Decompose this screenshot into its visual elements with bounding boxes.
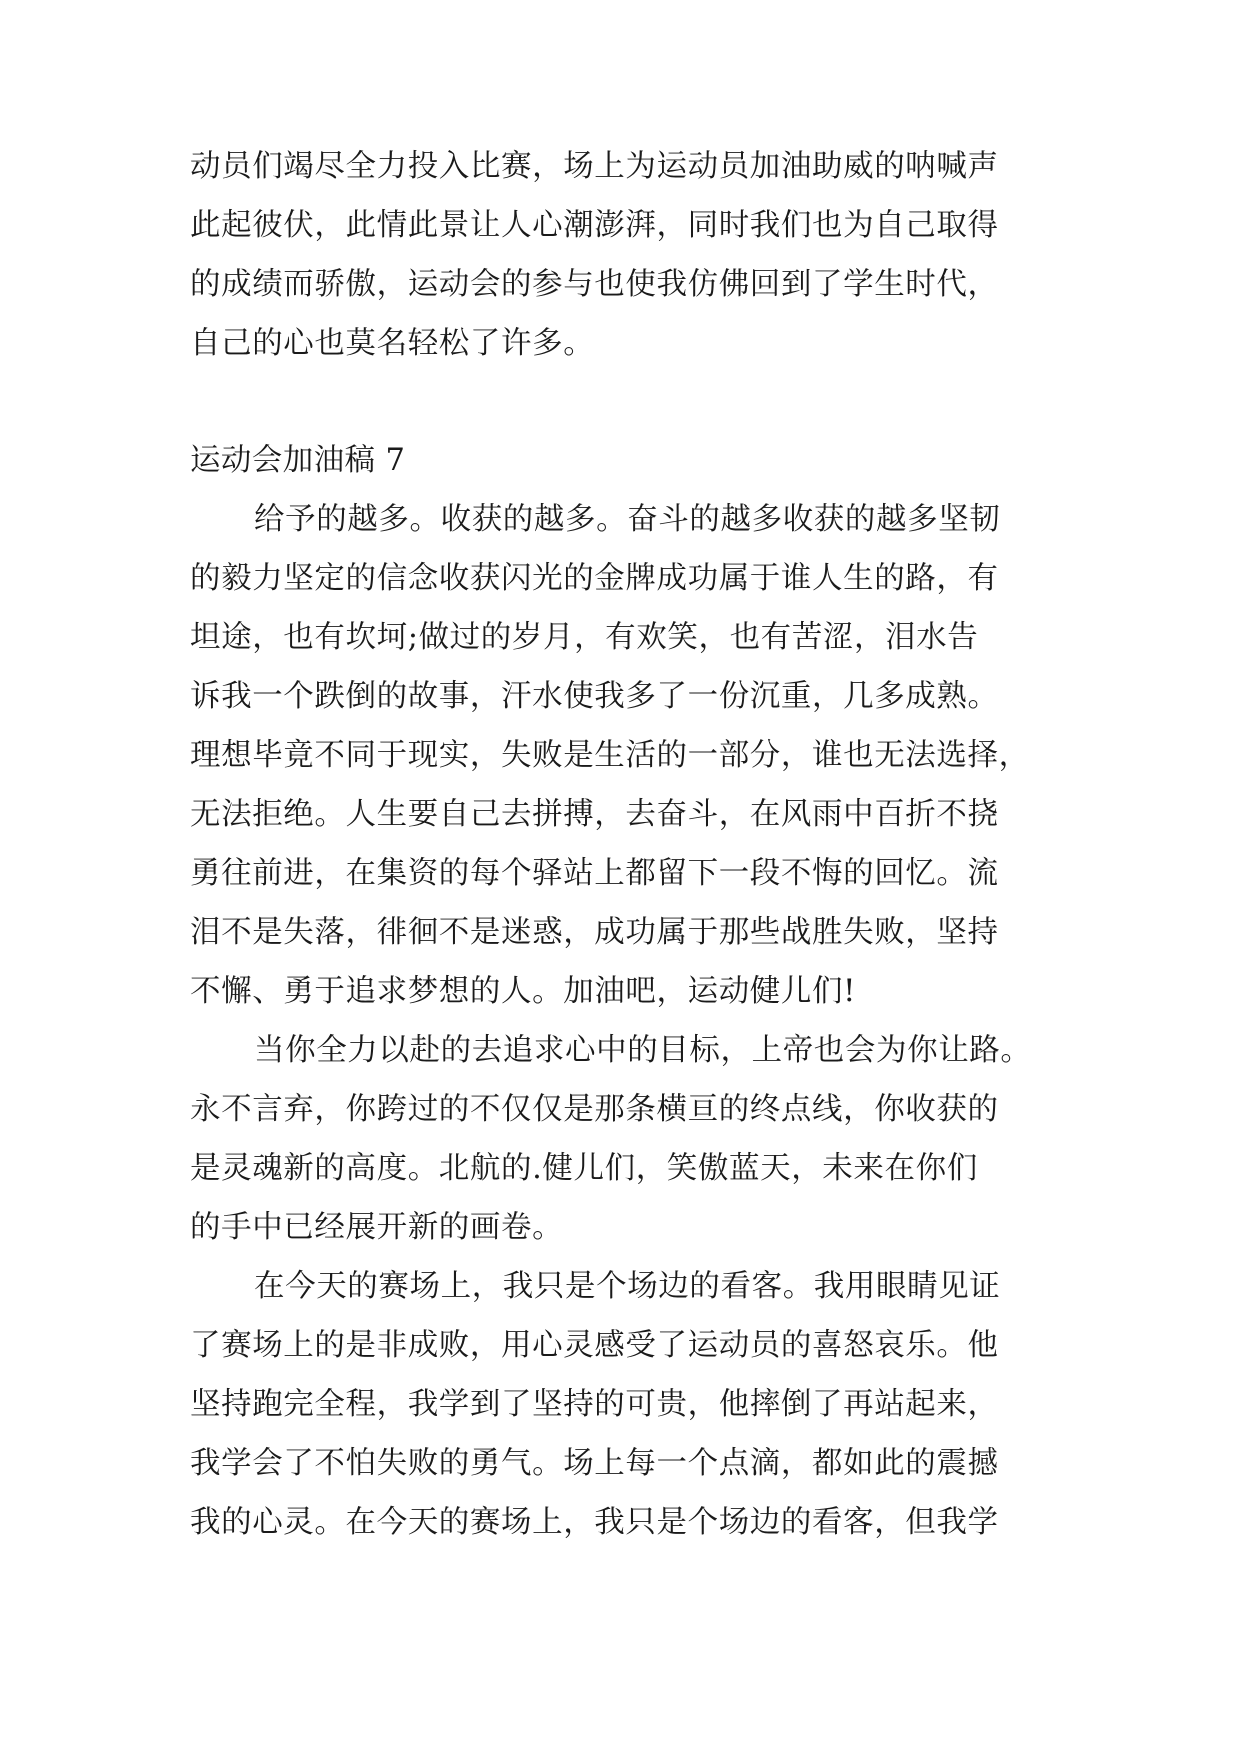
paragraph-line: 无法拒绝。人生要自己去拼搏，去奋斗，在风雨中百折不挠 [190,797,999,832]
paragraph-line: 勇往前进，在集资的每个驿站上都留下一段不悔的回忆。流 [190,856,999,891]
paragraph-line: 坦途，也有坎坷;做过的岁月，有欢笑，也有苦涩，泪水告 [190,620,979,655]
paragraph-line: 我的心灵。在今天的赛场上，我只是个场边的看客，但我学 [190,1505,999,1540]
paragraph-line: 自己的心也莫名轻松了许多。 [190,326,595,361]
paragraph-line: 当你全力以赴的去追求心中的目标，上帝也会为你让路。 [254,1033,1032,1068]
section-title: 运动会加油稿 7 [190,443,406,478]
paragraph-line: 我学会了不怕失败的勇气。场上每一个点滴，都如此的震撼 [190,1446,999,1481]
paragraph-line: 动员们竭尽全力投入比赛，场上为运动员加油助威的呐喊声 [190,149,999,184]
paragraph-line: 坚持跑完全程，我学到了坚持的可贵，他摔倒了再站起来， [190,1387,999,1422]
paragraph-line: 理想毕竟不同于现实，失败是生活的一部分，谁也无法选择， [190,738,1030,773]
paragraph-line: 的毅力坚定的信念收获闪光的金牌成功属于谁人生的路，有 [190,561,999,596]
paragraph-line: 的手中已经展开新的画卷。 [190,1210,564,1245]
paragraph-line: 不懈、勇于追求梦想的人。加油吧，运动健儿们! [190,974,856,1009]
paragraph-line: 是灵魂新的高度。北航的.健儿们，笑傲蓝天，未来在你们 [190,1151,978,1186]
paragraph-line: 在今天的赛场上，我只是个场边的看客。我用眼睛见证 [254,1269,1001,1304]
paragraph-line: 的成绩而骄傲，运动会的参与也使我仿佛回到了学生时代， [190,267,999,302]
paragraph-line: 了赛场上的是非成败，用心灵感受了运动员的喜怒哀乐。他 [190,1328,999,1363]
paragraph-line: 永不言弃，你跨过的不仅仅是那条横亘的终点线，你收获的 [190,1092,999,1127]
paragraph-line: 此起彼伏，此情此景让人心潮澎湃，同时我们也为自己取得 [190,208,999,243]
paragraph-line: 泪不是失落，徘徊不是迷惑，成功属于那些战胜失败，坚持 [190,915,999,950]
paragraph-line: 诉我一个跌倒的故事，汗水使我多了一份沉重，几多成熟。 [190,679,999,714]
paragraph-line: 给予的越多。收获的越多。奋斗的越多收获的越多坚韧 [254,502,1001,537]
